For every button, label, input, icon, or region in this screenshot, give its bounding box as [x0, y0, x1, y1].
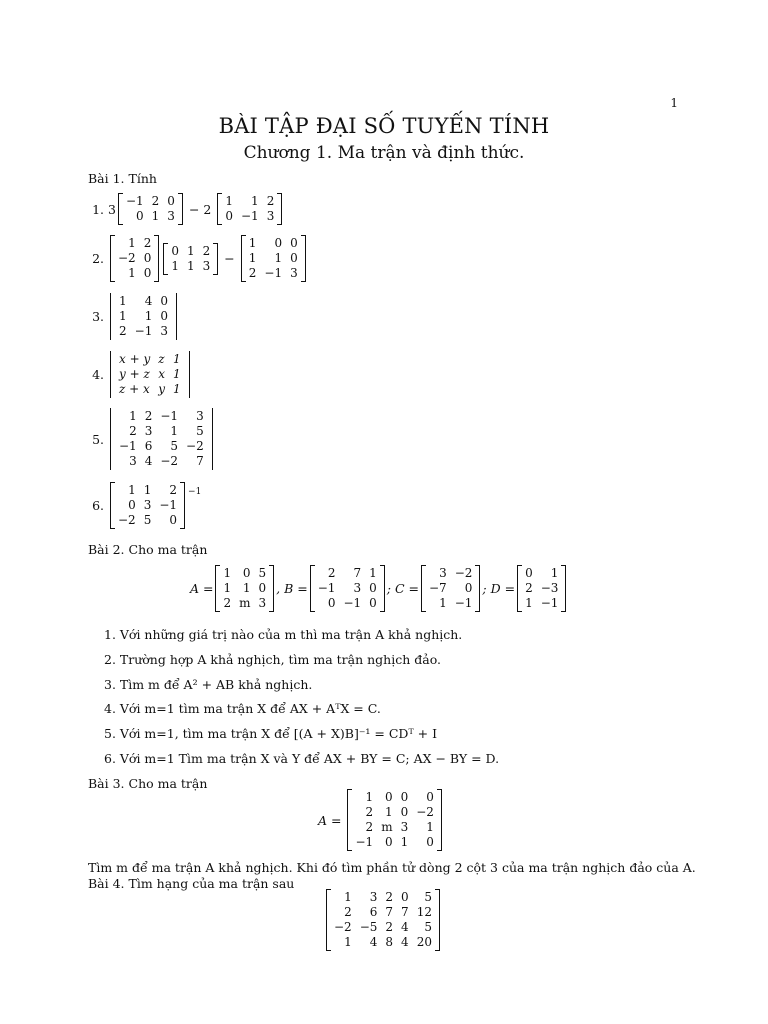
matrix-cell: 7	[196, 454, 204, 468]
matrix-cell: −1	[159, 498, 178, 512]
matrix-cell: 2	[248, 266, 257, 280]
matrix-cell: −1	[264, 266, 283, 280]
matrix-cell: 1	[274, 251, 283, 265]
matrix-cell: −1	[355, 835, 374, 849]
matrix-cell: 4	[144, 454, 153, 468]
label-A: A =	[190, 581, 214, 596]
matrix-cell: −2	[416, 805, 434, 819]
matrix-cell: −2	[160, 454, 179, 468]
bai2-item-6: 6. Với m=1 Tìm ma trận X và Y để AX + BY = C; AX − BY = D.	[104, 751, 500, 766]
bai3-text: Tìm m để ma trận A khả nghịch. Khi đó tìm phần tử dòng 2 cột 3 của ma trận nghịch đảo của A.	[88, 860, 696, 875]
matrix-cell: 3	[400, 820, 409, 834]
matrix-cell: −5	[359, 920, 378, 934]
matrix-cell: 3	[144, 424, 153, 438]
matrix-cell: 5	[196, 424, 204, 438]
matrix-cell: 0	[369, 581, 377, 595]
operator: − 2	[188, 201, 212, 217]
label-C: ; C =	[386, 581, 419, 596]
matrix-cell: −2	[118, 513, 136, 527]
bai3-matrix-row	[318, 789, 444, 851]
matrix-cell: −2	[454, 566, 473, 580]
matrix-cell: 1	[242, 581, 251, 595]
bai1-item-2	[84, 235, 308, 282]
matrix-cell: 0	[384, 790, 393, 804]
matrix-D	[517, 565, 566, 612]
chapter-subtitle: Chương 1. Ma trận và định thức.	[243, 143, 525, 163]
matrix-cell: 1	[439, 596, 447, 610]
matrix-cell: 0	[160, 294, 168, 308]
bai2-item-3: 3. Tìm m để A² + AB khả nghịch.	[104, 677, 313, 692]
matrix-cell: 3	[167, 209, 175, 223]
matrix-cell: 3	[439, 566, 447, 580]
matrix-cell: 2	[151, 194, 160, 208]
matrix-A	[215, 565, 274, 612]
determinant	[110, 293, 177, 340]
coefficient: 3	[108, 201, 116, 217]
matrix-cell: 1	[170, 424, 179, 438]
bai2-heading: Bài 2. Cho ma trận	[88, 542, 208, 557]
matrix-cell: 5	[258, 566, 267, 580]
matrix-cell: 2	[344, 905, 352, 919]
matrix-A	[347, 789, 441, 851]
matrix-cell: 0	[225, 209, 233, 223]
determinant	[110, 351, 190, 398]
matrix-cell: 3	[369, 890, 378, 904]
matrix-cell: 0	[171, 243, 179, 258]
matrix-cell: 3	[160, 324, 168, 338]
matrix-cell: m	[381, 820, 393, 834]
matrix-cell: 1	[248, 251, 257, 265]
matrix-cell: 2	[525, 581, 533, 595]
matrix-cell: 5	[170, 439, 179, 453]
label-A: A =	[318, 812, 342, 828]
matrix-cell: 2	[327, 566, 336, 580]
bai2-matrices	[190, 565, 568, 612]
matrix-cell: 2	[129, 424, 137, 438]
item-number: 2.	[92, 251, 104, 266]
matrix-C	[421, 565, 480, 612]
matrix-cell: −3	[540, 581, 559, 595]
matrix-cell: 0	[426, 835, 434, 849]
matrix-cell: 7	[385, 905, 394, 919]
matrix-cell: 0	[143, 251, 152, 265]
matrix-cell: 5	[424, 920, 432, 934]
matrix-cell: 1	[369, 566, 377, 580]
bai1-item-4	[84, 351, 192, 398]
matrix-cell: y	[158, 382, 166, 396]
matrix-cell: 4	[369, 935, 378, 949]
exponent: −1	[188, 486, 202, 497]
matrix-cell: 0	[401, 890, 409, 904]
determinant	[110, 408, 213, 470]
bai4-matrix-row	[324, 889, 442, 951]
matrix-cell: 0	[242, 566, 251, 580]
matrix-cell: −1	[540, 596, 559, 610]
matrix-cell: 0	[369, 596, 377, 610]
matrix-cell: 3	[258, 596, 267, 610]
matrix-cell: 1	[344, 890, 352, 904]
bai1-item-1	[84, 193, 284, 225]
matrix-cell: 0	[258, 581, 267, 595]
matrix-cell: 5	[143, 513, 152, 527]
matrix-cell: 5	[424, 890, 432, 904]
matrix-cell: 20	[416, 935, 432, 949]
matrix-cell: 3	[290, 266, 298, 280]
matrix-cell: 0	[136, 209, 144, 223]
matrix-cell: 1	[525, 596, 533, 610]
matrix-cell: 3	[202, 258, 211, 273]
item-number: 5.	[92, 431, 104, 447]
matrix-cell: −2	[186, 439, 204, 453]
item-number: 3.	[92, 309, 104, 324]
matrix-cell: −1	[125, 194, 144, 208]
matrix-cell: 2	[223, 596, 232, 610]
matrix-cell: 0	[327, 596, 336, 610]
matrix-cell: 1	[251, 194, 259, 208]
matrix-cell: 1	[225, 194, 233, 208]
matrix-cell: 1	[426, 820, 434, 834]
matrix-cell: 0	[128, 498, 136, 512]
matrix-cell: 1	[129, 409, 137, 423]
matrix-cell: 3	[353, 581, 362, 595]
matrix-cell: 1	[400, 835, 409, 849]
matrix-cell: 0	[400, 790, 409, 804]
matrix-cell: 1	[223, 581, 232, 595]
matrix-cell: −1	[240, 209, 259, 223]
matrix-cell: 2	[365, 820, 374, 834]
matrix-cell: 0	[525, 566, 533, 580]
bai2-item-2: 2. Trường hợp A khả nghịch, tìm ma trận nghịch đảo.	[104, 652, 441, 667]
matrix-cell: −1	[454, 596, 473, 610]
item-number: 6.	[92, 498, 104, 513]
matrix-cell: m	[239, 596, 251, 610]
bai1-item-5	[84, 408, 215, 470]
page-title: BÀI TẬP ĐẠI SỐ TUYẾN TÍNH	[218, 114, 550, 138]
matrix	[110, 235, 159, 282]
matrix-cell: 0	[169, 513, 178, 527]
matrix-cell: −1	[134, 324, 153, 338]
matrix-cell: −1	[119, 439, 137, 453]
matrix-cell: 3	[129, 454, 137, 468]
matrix-cell: 3	[196, 409, 204, 423]
item-number: 1.	[92, 201, 104, 217]
matrix-cell: −2	[334, 920, 352, 934]
matrix-cell: 4	[401, 935, 409, 949]
matrix	[217, 193, 282, 225]
matrix-cell: 0	[464, 581, 473, 595]
matrix-cell: x + y	[119, 352, 151, 366]
bai2-item-1: 1. Với những giá trị nào của m thì ma trận A khả nghịch.	[104, 627, 463, 642]
bai1-item-3	[84, 293, 179, 340]
matrix	[110, 482, 185, 529]
matrix-cell: 2	[169, 483, 178, 497]
matrix-cell: 0	[290, 251, 298, 265]
matrix-cell: 1	[344, 935, 352, 949]
matrix-cell: −1	[343, 596, 362, 610]
matrix-cell: 6	[144, 439, 153, 453]
matrix-cell: z	[158, 352, 165, 366]
matrix-cell: 1	[173, 367, 181, 381]
matrix	[163, 243, 218, 275]
matrix-cell: 7	[353, 566, 362, 580]
matrix-cell: −2	[118, 251, 136, 265]
bai3-heading: Bài 3. Cho ma trận	[88, 776, 208, 791]
matrix-cell: 1	[143, 483, 152, 497]
matrix-cell: 1	[173, 382, 181, 396]
matrix-cell: 0	[290, 236, 298, 250]
matrix-cell: y + z	[119, 367, 150, 381]
matrix-cell: 1	[186, 243, 195, 258]
matrix-cell: 1	[248, 236, 257, 250]
matrix-cell: 1	[128, 266, 136, 280]
matrix-cell: 8	[385, 935, 394, 949]
label-B: , B =	[276, 581, 308, 596]
bai1-item-6	[84, 482, 201, 529]
bai2-item-4: 4. Với m=1 tìm ma trận X để AX + AᵀX = C.	[104, 701, 381, 716]
matrix-cell: 1	[144, 309, 153, 323]
matrix-cell: 2	[385, 890, 394, 904]
matrix-cell: 6	[369, 905, 378, 919]
matrix-cell: −1	[317, 581, 336, 595]
matrix-cell: 7	[401, 905, 409, 919]
matrix-cell: 4	[144, 294, 153, 308]
matrix-cell: 1	[384, 805, 393, 819]
matrix-cell: 1	[550, 566, 559, 580]
matrix-cell: 1	[128, 236, 136, 250]
matrix-cell: −7	[429, 581, 447, 595]
matrix-cell: 0	[400, 805, 409, 819]
matrix-cell: 1	[171, 258, 179, 273]
bai2-item-5: 5. Với m=1, tìm ma trận X để [(A + X)B]⁻¹ = CDᵀ + I	[104, 726, 438, 741]
matrix	[241, 235, 306, 282]
matrix-cell: 2	[385, 920, 394, 934]
matrix-cell: 4	[401, 920, 409, 934]
matrix-cell: 2	[143, 236, 152, 250]
matrix-cell: 2	[202, 243, 211, 258]
matrix	[118, 193, 183, 225]
matrix-cell: 12	[416, 905, 432, 919]
matrix-cell: 2	[266, 194, 275, 208]
matrix-cell: 2	[365, 805, 374, 819]
matrix-cell: 3	[266, 209, 275, 223]
matrix-cell: 0	[167, 194, 175, 208]
bai4-heading: Bài 4. Tìm hạng của ma trận sau	[88, 876, 295, 891]
matrix-cell: 0	[426, 790, 434, 804]
item-number: 4.	[92, 367, 104, 382]
matrix-cell: 1	[119, 309, 127, 323]
operator: −	[224, 251, 235, 266]
matrix-cell: 1	[223, 566, 232, 580]
matrix-cell: z + x	[119, 382, 150, 396]
matrix-cell: 0	[143, 266, 152, 280]
matrix-cell: 1	[119, 294, 127, 308]
matrix-cell: 2	[144, 409, 153, 423]
page-number: 1	[670, 96, 678, 110]
matrix-cell: 2	[119, 324, 127, 338]
matrix-rank	[326, 889, 440, 951]
matrix-cell: 3	[143, 498, 152, 512]
matrix-cell: 0	[274, 236, 283, 250]
matrix-cell: 1	[186, 258, 195, 273]
matrix-cell: 1	[128, 483, 136, 497]
matrix-cell: 0	[160, 309, 168, 323]
label-D: ; D =	[482, 581, 516, 596]
bai1-heading: Bài 1. Tính	[88, 171, 157, 186]
matrix-cell: 1	[365, 790, 374, 804]
matrix-cell: −1	[160, 409, 179, 423]
matrix-cell: 0	[384, 835, 393, 849]
matrix-cell: 1	[151, 209, 160, 223]
matrix-B	[310, 565, 385, 612]
matrix-cell: x	[158, 367, 166, 381]
matrix-cell: 1	[173, 352, 181, 366]
